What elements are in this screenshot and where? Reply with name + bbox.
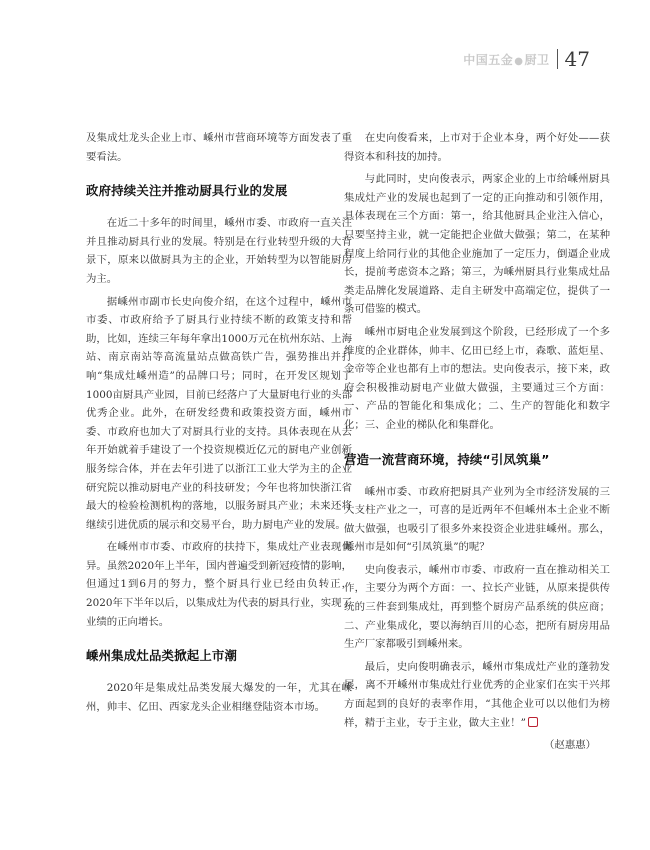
author-credit: （赵惠惠） bbox=[544, 739, 596, 752]
article-end-icon bbox=[528, 717, 538, 727]
closing-paragraph: 最后，史向俊明确表示，嵊州市集成灶产业的蓬勃发展，离不开嵊州市集成灶行业优秀的企业家们在实干兴邦方面起到的良好的表率作用，“其他企业可以以他们为榜样，精于主业，专于主业，做大主业！” bbox=[344, 660, 610, 729]
body-paragraph: 在近二十多年的时间里，嵊州市委、市政府一直关注并且推动厨具行业的发展。特别是在行业转型升级的大背景下，原来以做厨具为主的企业，开始转型为以智能厨房为主。 bbox=[86, 217, 352, 285]
body-paragraph: 2020年是集成灶品类发展大爆发的一年，尤其在嵊州，帅丰、亿田、西家龙头企业相继登陆资本市场。 bbox=[86, 682, 352, 713]
page-header bbox=[463, 46, 590, 72]
left-column bbox=[86, 129, 352, 720]
body-paragraph: 在嵊州市市委、市政府的扶持下，集成灶产业表现优异。虽然2020年上半年，国内普遍受到新冠疫情的影响，但通过1到6月的努力，整个厨具行业已经由负转正，2020年下半年以后，以集成灶为代表的厨具行业，实现了业绩的正向增长。 bbox=[86, 541, 352, 628]
page-number: 47 bbox=[564, 47, 590, 71]
section-heading-government: 政府持续关注并推动厨具行业的发展 bbox=[86, 183, 288, 199]
body-paragraph: 据嵊州市副市长史向俊介绍，在这个过程中，嵊州市市委、市政府给予了厨具行业持续不断的政策支持和帮助，比如，连续三年每年拿出1000万元在杭州东站、上海站、南京南站等高流量站点做高铁广告，强势推出并打响“集成灶嵊州造”的品牌口号；同时，在开发区规划了1000亩厨具产业园，目前已经落户了大量厨电行业的头部优秀企业。此外，在研发经费和政策投资方面，嵊州市委、市政府也加大了对厨具行业的支持。具体表现在从去年开始就着手建设了一个投资规模近亿元的厨电产业创新服务综合体，并在去年引进了以浙江工业大学为主的企业研究院以推动厨电产业的科技研发；今年也将加快浙江省最大的检验检测机构的落地，以服务厨具产业；未来还将继续引进优质的展示和交易平台，助力厨电产业的发展。 bbox=[86, 295, 352, 531]
body-paragraph: 与此同时，史向俊表示，两家企业的上市给嵊州厨具集成灶产业的发展也起到了一定的正向推动和引领作用，具体表现在三个方面：第一，给其他厨具企业注入信心，只要坚持主业，就一定能把企业做大做强；第二，在某种程度上给同行业的其他企业施加了一定压力，倒逼企业成长，提前考虑资本之路；第三，为嵊州厨具行业集成灶品类走品牌化发展道路、走自主研发中高端定位，提供了一条可借鉴的模式。 bbox=[344, 173, 610, 316]
section-heading-ipo-wave: 嵊州集成灶品类掀起上市潮 bbox=[86, 648, 238, 664]
body-paragraph: 史向俊表示，嵊州市市委、市政府一直在推动相关工作，主要分为两个方面：一、拉长产业链，从原来提供传统的三件套到集成灶，再到整个厨房产品系统的供应商；二、产业集成化，要以海纳百川的心态，把所有厨房用品生产厂家都吸引到嵊州来。 bbox=[344, 563, 610, 651]
body-paragraph: 在史向俊看来，上市对于企业本身，两个好处——获得资本和科技的加持。 bbox=[344, 132, 610, 163]
header-divider bbox=[557, 49, 558, 69]
body-paragraph: 嵊州市委、市政府把厨具产业列为全市经济发展的三大支柱产业之一，可喜的是近两年不但嵊州本土企业不断做大做强，也吸引了很多外来投资企业进驻嵊州。那么，嵊州市是如何“引凤筑巢”的呢？ bbox=[344, 485, 610, 554]
brand-dot-icon: ● bbox=[514, 55, 524, 67]
magazine-brand: 中国五金●厨卫 bbox=[463, 52, 550, 67]
right-column bbox=[344, 129, 610, 754]
body-paragraph: 嵊州市厨电企业发展到这个阶段，已经形成了一个多维度的企业群体，帅丰、亿田已经上市，森歌、蓝炬星、金帝等企业也都有上市的想法。史向俊表示，接下来，政府会积极推动厨电产业做大做强，主要通过三个方面：一、产品的智能化和集成化；二、生产的智能化和数字化；三、企业的梯队化和集群化。 bbox=[344, 325, 610, 431]
intro-paragraph: 及集成灶龙头企业上市、嵊州市营商环境等方面发表了重要看法。 bbox=[86, 132, 352, 163]
section-heading-business-environment: 营造一流营商环境，持续“引凤筑巢” bbox=[344, 451, 550, 467]
